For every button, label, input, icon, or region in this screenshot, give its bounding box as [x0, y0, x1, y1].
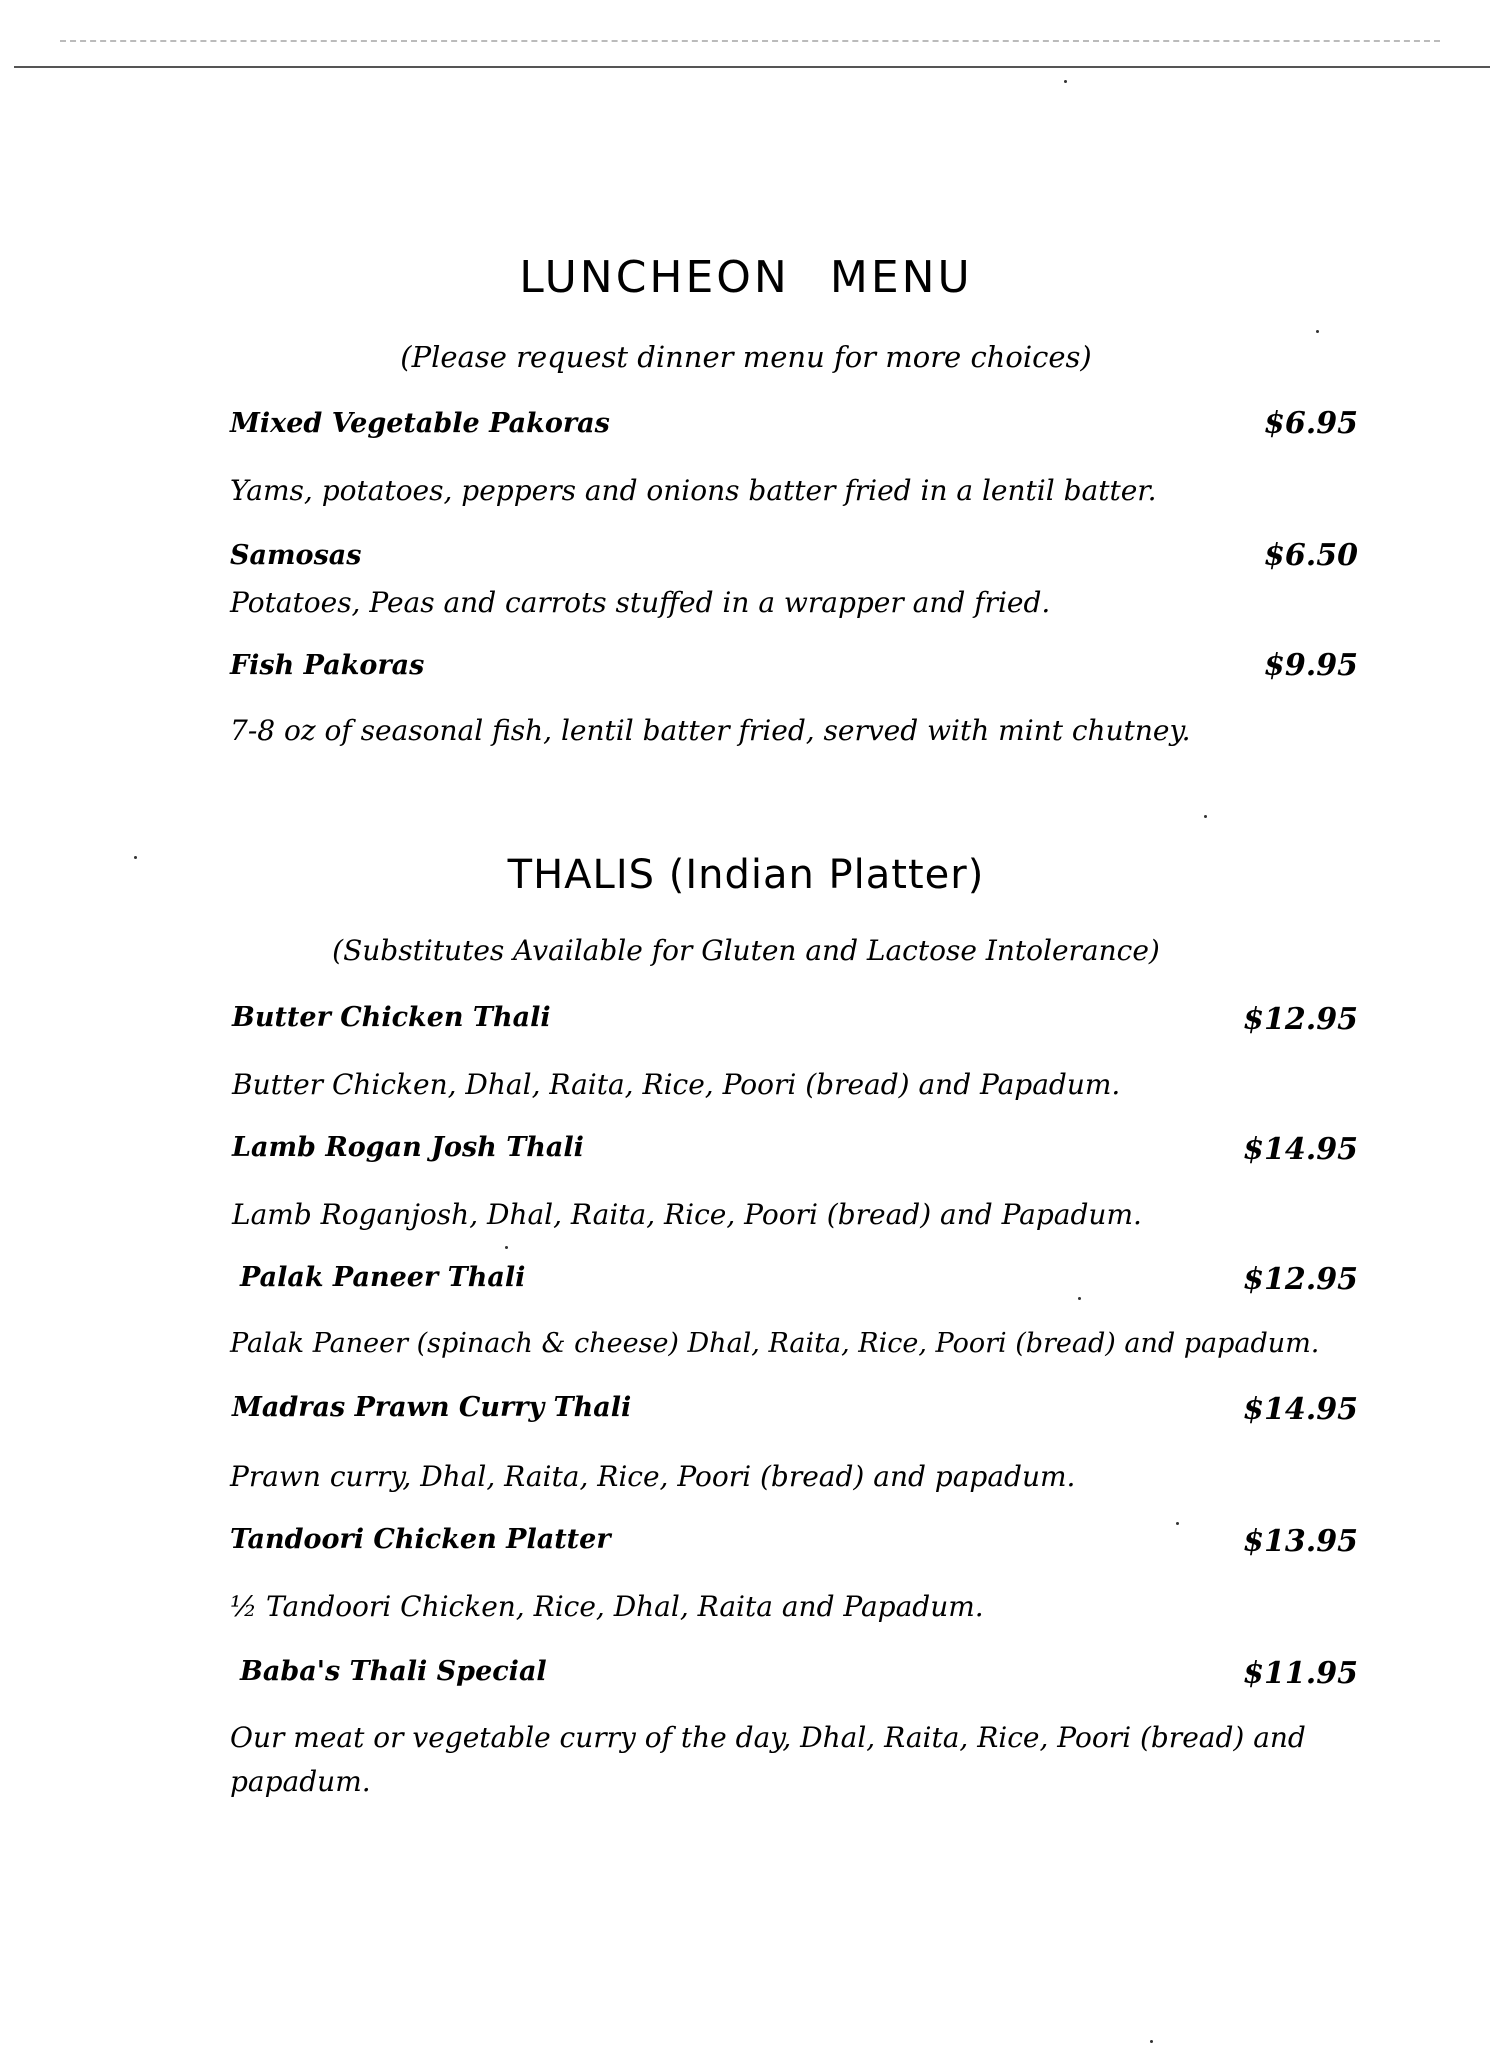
menu-item-description: Our meat or vegetable curry of the day, Dhal, Raita, Rice, Poori (bread) and papadum. [230, 1721, 1306, 1798]
menu-item-name: Tandoori Chicken Platter [230, 1524, 611, 1555]
luncheon-title-word1: LUNCHEON [519, 252, 790, 303]
scan-speck [1204, 815, 1207, 818]
luncheon-note: (Please request dinner menu for more choices) [400, 340, 1092, 374]
menu-item-name: Samosas [230, 540, 362, 571]
top-scan-dashes [60, 40, 1440, 42]
scan-speck [1176, 1522, 1179, 1525]
menu-item-name: Butter Chicken Thali [232, 1002, 551, 1033]
menu-item-price: $14.95 [1243, 1392, 1358, 1427]
top-rule [14, 66, 1490, 68]
menu-item-name: Palak Paneer Thali [240, 1262, 526, 1293]
menu-item-name: Madras Prawn Curry Thali [232, 1392, 632, 1423]
menu-item-description: Palak Paneer (spinach & cheese) Dhal, Raita, Rice, Poori (bread) and papadum. [230, 1328, 1320, 1359]
scan-speck [505, 1246, 508, 1249]
menu-item-description: Potatoes, Peas and carrots stuffed in a wrapper and fried. [230, 586, 1051, 619]
menu-item-price: $6.50 [1264, 538, 1358, 573]
menu-item-name: Mixed Vegetable Pakoras [230, 408, 610, 439]
menu-item-price: $12.95 [1243, 1002, 1358, 1037]
menu-item-description: ½ Tandoori Chicken, Rice, Dhal, Raita and Papadum. [230, 1590, 984, 1623]
menu-item-description: Lamb Roganjosh, Dhal, Raita, Rice, Poori (bread) and Papadum. [232, 1198, 1142, 1231]
menu-item-name: Lamb Rogan Josh Thali [232, 1132, 584, 1163]
scan-speck [1150, 2040, 1153, 2043]
scan-speck [1064, 80, 1067, 83]
menu-item-description: Yams, potatoes, peppers and onions batter fried in a lentil batter. [230, 474, 1157, 507]
menu-item-price: $14.95 [1243, 1132, 1358, 1167]
scan-speck [1316, 330, 1319, 333]
scan-speck [1078, 1297, 1081, 1300]
thalis-title: THALIS (Indian Platter) [507, 852, 985, 898]
menu-item-name: Baba's Thali Special [240, 1656, 547, 1687]
luncheon-menu-title [0, 252, 1492, 303]
menu-item-description: Prawn curry, Dhal, Raita, Rice, Poori (bread) and papadum. [230, 1460, 1076, 1493]
menu-item-description: 7-8 oz of seasonal fish, lentil batter fried, served with mint chutney. [230, 714, 1191, 747]
thalis-note: (Substitutes Available for Gluten and Lactose Intolerance) [332, 934, 1160, 967]
menu-item-price: $11.95 [1243, 1656, 1358, 1691]
menu-item-price: $13.95 [1243, 1524, 1358, 1559]
menu-item-price: $6.95 [1264, 406, 1358, 441]
menu-item-name: Fish Pakoras [230, 650, 425, 681]
menu-item-price: $12.95 [1243, 1262, 1358, 1297]
menu-item-price: $9.95 [1264, 648, 1358, 683]
menu-item-description: Butter Chicken, Dhal, Raita, Rice, Poori (bread) and Papadum. [232, 1068, 1121, 1101]
luncheon-title-word2: MENU [829, 252, 973, 303]
